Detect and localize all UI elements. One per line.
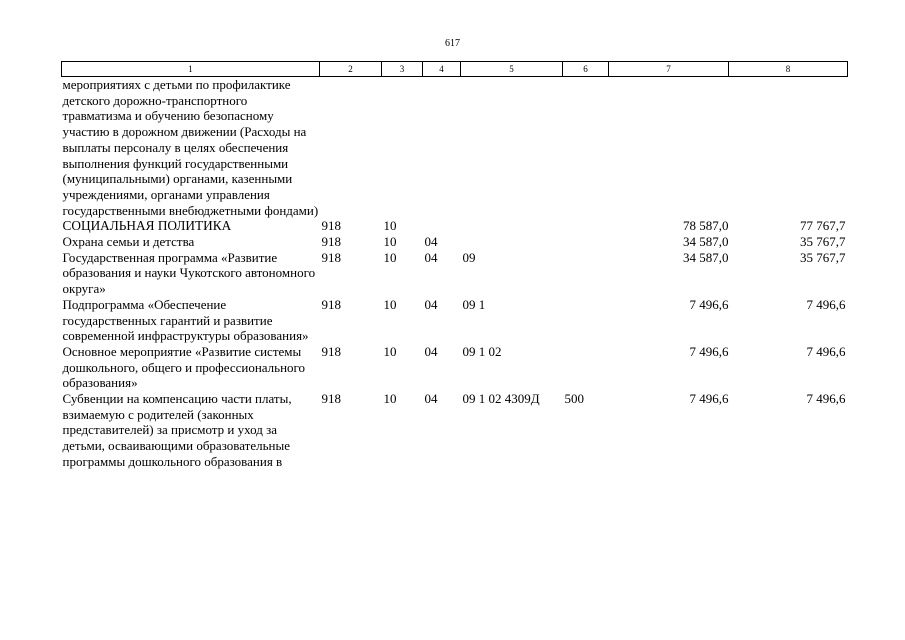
header-row [62,62,848,77]
budget-table [61,61,848,470]
cell-admin-code [320,77,382,219]
cell-amount-1: 78 587,0 [683,218,729,234]
table-row [62,344,848,391]
cell-subsection: 04 [424,296,438,312]
cell-expense-type [563,234,609,250]
cell-target-article: 09 1 [462,296,486,312]
cell-admin-code: 918 [321,218,341,234]
row-name: СОЦИАЛЬНАЯ ПОЛИТИКА [62,218,232,234]
cell-admin-code: 918 [321,343,341,359]
cell-expense-type [563,250,609,297]
column-header: 3 [382,62,423,77]
cell-amount-2: 7 496,6 [806,391,846,407]
column-header: 5 [461,62,563,77]
cell-target-article: 09 [462,249,476,265]
column-header: 7 [609,62,729,77]
cell-amount-2 [729,77,848,219]
cell-expense-type [563,297,609,344]
cell-section: 10 [383,218,397,234]
cell-amount-1: 7 496,6 [689,296,729,312]
row-name: мероприятиях с детьми по профилактике детского дорожно-транспортного травматизма и обучению безопасному участию в дорожном движении (Расходы на выплаты персоналу в целях обеспечения выполнения функций государственными (муниципальными) органами, казенными учреждениями, органами управления государственными внебюджетными фондами) [62,77,319,218]
cell-amount-2: 7 496,6 [806,343,846,359]
cell-subsection: 04 [424,343,438,359]
row-name: Подпрограмма «Обеспечение государственных гарантий и развитие современной инфраструктуры образования» [62,296,309,344]
cell-target-article: 09 1 02 [462,343,502,359]
cell-target-article [461,218,563,234]
cell-section: 10 [383,234,397,250]
cell-expense-type [563,344,609,391]
cell-target-article: 09 1 02 4309Д [462,391,540,407]
cell-admin-code: 918 [321,391,341,407]
cell-admin-code: 918 [321,249,341,265]
page-number: 617 [445,38,460,49]
cell-subsection: 04 [424,234,438,250]
cell-expense-type [563,218,609,234]
table-row [62,218,848,234]
cell-section [382,77,423,219]
table-row [62,234,848,250]
cell-target-article [461,234,563,250]
cell-admin-code: 918 [321,234,341,250]
table-row [62,77,848,219]
cell-subsection [423,77,461,219]
cell-amount-2: 35 767,7 [800,234,846,250]
row-name: Государственная программа «Развитие образования и науки Чукотского автономного округа» [62,249,316,297]
table-row [62,250,848,297]
cell-amount-2: 77 767,7 [800,218,846,234]
column-header: 1 [62,62,320,77]
cell-amount-1 [609,77,729,219]
cell-subsection: 04 [424,249,438,265]
cell-subsection: 04 [424,391,438,407]
table-row [62,297,848,344]
cell-amount-2: 7 496,6 [806,296,846,312]
row-name: Основное мероприятие «Развитие системы дошкольного, общего и профессионального образования» [62,343,306,391]
cell-section: 10 [383,296,397,312]
cell-amount-1: 34 587,0 [683,249,729,265]
row-name: Субвенции на компенсацию части платы, взимаемую с родителей (законных представителей) за присмотр и уход за детьми, осваивающими образовательные программы дошкольного образования в [62,391,292,469]
cell-amount-1: 34 587,0 [683,234,729,250]
cell-admin-code: 918 [321,296,341,312]
cell-section: 10 [383,249,397,265]
cell-section: 10 [383,343,397,359]
column-header: 6 [563,62,609,77]
table-row [62,391,848,470]
cell-expense-type: 500 [564,391,584,407]
cell-target-article [461,77,563,219]
cell-section: 10 [383,391,397,407]
row-name: Охрана семьи и детства [62,234,195,250]
column-header: 8 [729,62,848,77]
column-header: 2 [320,62,382,77]
cell-expense-type [563,77,609,219]
cell-amount-1: 7 496,6 [689,391,729,407]
cell-amount-1: 7 496,6 [689,343,729,359]
column-header: 4 [423,62,461,77]
cell-subsection [423,218,461,234]
cell-amount-2: 35 767,7 [800,249,846,265]
